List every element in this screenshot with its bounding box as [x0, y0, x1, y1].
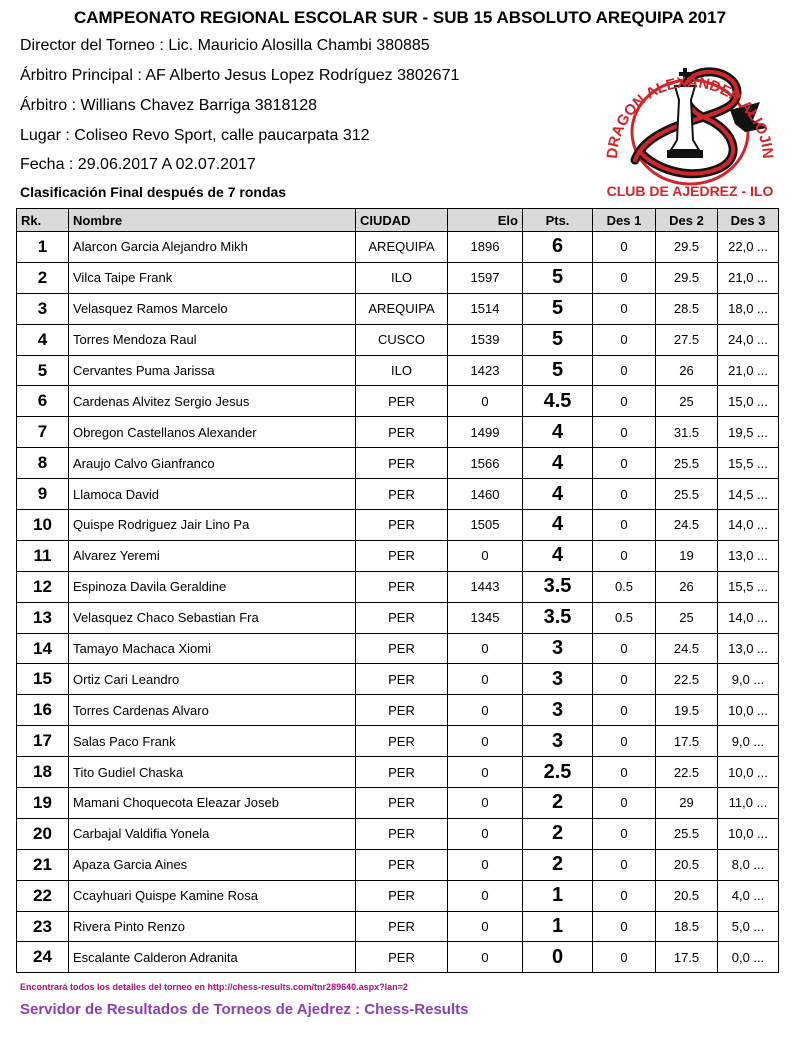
- cell-tiebreak-3: 9,0 ...: [718, 726, 779, 757]
- cell-tiebreak-2: 19: [656, 540, 718, 571]
- cell-city: PER: [356, 664, 448, 695]
- cell-tiebreak-2: 20.5: [656, 849, 718, 880]
- cell-points: 6: [523, 232, 593, 263]
- cell-tiebreak-1: 0: [593, 911, 656, 942]
- footer-link-line: Encontrará todos los detalles del torneo en http://chess-results.com/tnr289640.aspx?lan=2: [20, 982, 408, 992]
- cell-points: 2: [523, 788, 593, 819]
- cell-tiebreak-3: 9,0 ...: [718, 664, 779, 695]
- cell-rank: 3: [17, 293, 69, 324]
- cell-points: 3: [523, 633, 593, 664]
- cell-points: 5: [523, 293, 593, 324]
- cell-tiebreak-1: 0: [593, 664, 656, 695]
- cell-points: 5: [523, 324, 593, 355]
- cell-elo: 1514: [448, 293, 523, 324]
- cell-city: PER: [356, 911, 448, 942]
- footer-server-line: Servidor de Resultados de Torneos de Ajedrez : Chess-Results: [20, 1001, 469, 1018]
- cell-points: 4.5: [523, 386, 593, 417]
- cell-points: 4: [523, 540, 593, 571]
- cell-tiebreak-3: 14,0 ...: [718, 602, 779, 633]
- cell-name: Apaza Garcia Aines: [69, 849, 356, 880]
- cell-rank: 16: [17, 695, 69, 726]
- cell-points: 4: [523, 417, 593, 448]
- cell-elo: 1896: [448, 232, 523, 263]
- table-row: [17, 232, 779, 263]
- col-tiebreak-3: Des 3: [718, 209, 779, 232]
- cell-tiebreak-2: 26: [656, 571, 718, 602]
- cell-city: PER: [356, 880, 448, 911]
- cell-tiebreak-1: 0: [593, 818, 656, 849]
- cell-elo: 0: [448, 757, 523, 788]
- cell-rank: 9: [17, 479, 69, 510]
- table-row: [17, 602, 779, 633]
- cell-tiebreak-3: 10,0 ...: [718, 695, 779, 726]
- cell-tiebreak-2: 24.5: [656, 510, 718, 541]
- cell-tiebreak-2: 31.5: [656, 417, 718, 448]
- cell-elo: 1597: [448, 262, 523, 293]
- cell-tiebreak-3: 11,0 ...: [718, 788, 779, 819]
- table-row: [17, 510, 779, 541]
- cell-city: PER: [356, 942, 448, 973]
- cell-tiebreak-2: 22.5: [656, 664, 718, 695]
- cell-tiebreak-1: 0: [593, 510, 656, 541]
- cell-tiebreak-1: 0: [593, 788, 656, 819]
- cell-name: Quispe Rodriguez Jair Lino Pa: [69, 510, 356, 541]
- cell-city: PER: [356, 602, 448, 633]
- cell-tiebreak-1: 0.5: [593, 602, 656, 633]
- cell-points: 4: [523, 510, 593, 541]
- cell-name: Araujo Calvo Gianfranco: [69, 448, 356, 479]
- cell-name: Espinoza Davila Geraldine: [69, 571, 356, 602]
- cell-tiebreak-2: 29.5: [656, 232, 718, 263]
- table-row: [17, 571, 779, 602]
- cell-tiebreak-3: 15,0 ...: [718, 386, 779, 417]
- cell-tiebreak-2: 25: [656, 602, 718, 633]
- cell-tiebreak-1: 0: [593, 880, 656, 911]
- cell-tiebreak-3: 18,0 ...: [718, 293, 779, 324]
- table-row: [17, 448, 779, 479]
- cell-tiebreak-2: 25: [656, 386, 718, 417]
- standings-subtitle: Clasificación Final después de 7 rondas: [20, 184, 287, 200]
- cell-name: Llamoca David: [69, 479, 356, 510]
- cell-city: AREQUIPA: [356, 232, 448, 263]
- cell-name: Velasquez Chaco Sebastian Fra: [69, 602, 356, 633]
- table-row: [17, 757, 779, 788]
- cell-elo: 1423: [448, 355, 523, 386]
- cell-elo: 0: [448, 540, 523, 571]
- club-logo: [595, 40, 785, 205]
- cell-name: Torres Cardenas Alvaro: [69, 695, 356, 726]
- cell-city: PER: [356, 510, 448, 541]
- col-rank: Rk.: [17, 209, 69, 232]
- cell-tiebreak-1: 0: [593, 479, 656, 510]
- cell-points: 3.5: [523, 602, 593, 633]
- standings-table: [16, 208, 779, 973]
- cell-name: Salas Paco Frank: [69, 726, 356, 757]
- cell-points: 3.5: [523, 571, 593, 602]
- cell-points: 1: [523, 911, 593, 942]
- cell-elo: 0: [448, 633, 523, 664]
- cell-name: Velasquez Ramos Marcelo: [69, 293, 356, 324]
- table-row: [17, 324, 779, 355]
- cell-tiebreak-2: 25.5: [656, 818, 718, 849]
- cell-tiebreak-3: 10,0 ...: [718, 757, 779, 788]
- cell-tiebreak-2: 18.5: [656, 911, 718, 942]
- cell-name: Carbajal Valdifia Yonela: [69, 818, 356, 849]
- cell-elo: 1499: [448, 417, 523, 448]
- cell-tiebreak-2: 29.5: [656, 262, 718, 293]
- cell-points: 2: [523, 849, 593, 880]
- cell-rank: 18: [17, 757, 69, 788]
- cell-rank: 22: [17, 880, 69, 911]
- cell-tiebreak-1: 0: [593, 262, 656, 293]
- cell-tiebreak-1: 0: [593, 849, 656, 880]
- cell-points: 5: [523, 262, 593, 293]
- cell-tiebreak-2: 17.5: [656, 942, 718, 973]
- cell-rank: 6: [17, 386, 69, 417]
- arbiter-line: Árbitro : Willians Chavez Barriga 3818128: [20, 97, 318, 114]
- cell-tiebreak-2: 17.5: [656, 726, 718, 757]
- table-row: [17, 849, 779, 880]
- cell-name: Ortiz Cari Leandro: [69, 664, 356, 695]
- chief-arbiter-line: Árbitro Principal : AF Alberto Jesus Lopez Rodríguez 3802671: [20, 67, 460, 84]
- cell-rank: 10: [17, 510, 69, 541]
- cell-tiebreak-3: 8,0 ...: [718, 849, 779, 880]
- cell-tiebreak-1: 0: [593, 232, 656, 263]
- logo-club-text: CLUB DE AJEDREZ - ILO: [606, 183, 774, 199]
- cell-name: Cardenas Alvitez Sergio Jesus: [69, 386, 356, 417]
- cell-tiebreak-3: 24,0 ...: [718, 324, 779, 355]
- cell-tiebreak-1: 0: [593, 726, 656, 757]
- table-row: [17, 262, 779, 293]
- table-row: [17, 942, 779, 973]
- col-name: Nombre: [69, 209, 356, 232]
- cell-tiebreak-3: 15,5 ...: [718, 571, 779, 602]
- cell-points: 3: [523, 726, 593, 757]
- cell-city: PER: [356, 386, 448, 417]
- cell-city: ILO: [356, 262, 448, 293]
- cell-tiebreak-1: 0: [593, 633, 656, 664]
- col-tiebreak-2: Des 2: [656, 209, 718, 232]
- col-points: Pts.: [523, 209, 593, 232]
- cell-tiebreak-3: 13,0 ...: [718, 540, 779, 571]
- table-header-row: [17, 209, 779, 232]
- cell-points: 3: [523, 695, 593, 726]
- cell-rank: 12: [17, 571, 69, 602]
- cell-tiebreak-2: 25.5: [656, 448, 718, 479]
- cell-city: PER: [356, 788, 448, 819]
- cell-name: Obregon Castellanos Alexander: [69, 417, 356, 448]
- cell-elo: 1539: [448, 324, 523, 355]
- cell-tiebreak-3: 14,5 ...: [718, 479, 779, 510]
- cell-rank: 7: [17, 417, 69, 448]
- cell-tiebreak-3: 0,0 ...: [718, 942, 779, 973]
- cell-points: 2.5: [523, 757, 593, 788]
- page-title: CAMPEONATO REGIONAL ESCOLAR SUR - SUB 15 ABSOLUTO AREQUIPA 2017: [73, 8, 727, 27]
- table-row: [17, 818, 779, 849]
- cell-elo: 1460: [448, 479, 523, 510]
- cell-tiebreak-3: 19,5 ...: [718, 417, 779, 448]
- cell-tiebreak-3: 5,0 ...: [718, 911, 779, 942]
- cell-tiebreak-1: 0: [593, 293, 656, 324]
- director-line: Director del Torneo : Lic. Mauricio Alosilla Chambi 380885: [20, 37, 430, 54]
- cell-tiebreak-1: 0: [593, 417, 656, 448]
- table-row: [17, 695, 779, 726]
- cell-rank: 4: [17, 324, 69, 355]
- cell-tiebreak-1: 0: [593, 540, 656, 571]
- cell-tiebreak-3: 15,5 ...: [718, 448, 779, 479]
- cell-elo: 0: [448, 664, 523, 695]
- table-row: [17, 664, 779, 695]
- cell-elo: 0: [448, 695, 523, 726]
- cell-elo: 0: [448, 849, 523, 880]
- cell-rank: 1: [17, 232, 69, 263]
- cell-rank: 19: [17, 788, 69, 819]
- cell-tiebreak-3: 21,0 ...: [718, 355, 779, 386]
- cell-points: 3: [523, 664, 593, 695]
- col-city: CIUDAD: [356, 209, 448, 232]
- table-row: [17, 726, 779, 757]
- cell-tiebreak-3: 22,0 ...: [718, 232, 779, 263]
- cell-name: Alarcon Garcia Alejandro Mikh: [69, 232, 356, 263]
- table-row: [17, 479, 779, 510]
- table-row: [17, 293, 779, 324]
- cell-rank: 2: [17, 262, 69, 293]
- cell-elo: 0: [448, 788, 523, 819]
- venue-line: Lugar : Coliseo Revo Sport, calle paucarpata 312: [20, 127, 370, 144]
- cell-tiebreak-3: 13,0 ...: [718, 633, 779, 664]
- cell-rank: 5: [17, 355, 69, 386]
- table-row: [17, 417, 779, 448]
- cell-rank: 11: [17, 540, 69, 571]
- cell-tiebreak-2: 29: [656, 788, 718, 819]
- cell-name: Tito Gudiel Chaska: [69, 757, 356, 788]
- col-tiebreak-1: Des 1: [593, 209, 656, 232]
- cell-city: PER: [356, 571, 448, 602]
- cell-rank: 21: [17, 849, 69, 880]
- table-row: [17, 788, 779, 819]
- logo-arc-text: DRAGON ALEXANDER ALIOJIN: [603, 73, 777, 160]
- cell-elo: 0: [448, 911, 523, 942]
- cell-tiebreak-2: 27.5: [656, 324, 718, 355]
- cell-elo: 0: [448, 386, 523, 417]
- cell-elo: 0: [448, 942, 523, 973]
- cell-name: Torres Mendoza Raul: [69, 324, 356, 355]
- cell-elo: 0: [448, 880, 523, 911]
- cell-tiebreak-2: 28.5: [656, 293, 718, 324]
- cell-tiebreak-1: 0: [593, 695, 656, 726]
- cell-points: 0: [523, 942, 593, 973]
- cell-city: PER: [356, 849, 448, 880]
- cell-name: Escalante Calderon Adranita: [69, 942, 356, 973]
- cell-city: PER: [356, 695, 448, 726]
- cell-rank: 17: [17, 726, 69, 757]
- cell-tiebreak-3: 14,0 ...: [718, 510, 779, 541]
- cell-tiebreak-2: 24.5: [656, 633, 718, 664]
- cell-elo: 0: [448, 818, 523, 849]
- cell-rank: 20: [17, 818, 69, 849]
- cell-points: 4: [523, 479, 593, 510]
- cell-city: PER: [356, 540, 448, 571]
- cell-tiebreak-1: 0: [593, 355, 656, 386]
- cell-city: PER: [356, 726, 448, 757]
- cell-name: Tamayo Machaca Xiomi: [69, 633, 356, 664]
- cell-tiebreak-1: 0: [593, 448, 656, 479]
- date-line: Fecha : 29.06.2017 A 02.07.2017: [20, 156, 256, 173]
- cell-city: PER: [356, 479, 448, 510]
- cell-elo: 1566: [448, 448, 523, 479]
- cell-rank: 15: [17, 664, 69, 695]
- cell-elo: 1505: [448, 510, 523, 541]
- cell-tiebreak-3: 10,0 ...: [718, 818, 779, 849]
- cell-points: 1: [523, 880, 593, 911]
- cell-rank: 23: [17, 911, 69, 942]
- cell-name: Ccayhuari Quispe Kamine Rosa: [69, 880, 356, 911]
- cell-city: PER: [356, 633, 448, 664]
- cell-points: 2: [523, 818, 593, 849]
- cell-points: 4: [523, 448, 593, 479]
- cell-rank: 14: [17, 633, 69, 664]
- cell-tiebreak-2: 19.5: [656, 695, 718, 726]
- cell-rank: 13: [17, 602, 69, 633]
- cell-tiebreak-1: 0: [593, 757, 656, 788]
- table-row: [17, 633, 779, 664]
- table-row: [17, 355, 779, 386]
- cell-tiebreak-1: 0.5: [593, 571, 656, 602]
- cell-tiebreak-2: 22.5: [656, 757, 718, 788]
- cell-tiebreak-1: 0: [593, 386, 656, 417]
- cell-tiebreak-3: 4,0 ...: [718, 880, 779, 911]
- cell-rank: 24: [17, 942, 69, 973]
- cell-tiebreak-1: 0: [593, 324, 656, 355]
- table-row: [17, 540, 779, 571]
- cell-name: Cervantes Puma Jarissa: [69, 355, 356, 386]
- cell-name: Alvarez Yeremi: [69, 540, 356, 571]
- cell-city: PER: [356, 757, 448, 788]
- cell-tiebreak-3: 21,0 ...: [718, 262, 779, 293]
- cell-elo: 1443: [448, 571, 523, 602]
- table-row: [17, 386, 779, 417]
- cell-city: ILO: [356, 355, 448, 386]
- cell-city: PER: [356, 448, 448, 479]
- cell-tiebreak-1: 0: [593, 942, 656, 973]
- cell-elo: 0: [448, 726, 523, 757]
- cell-city: PER: [356, 417, 448, 448]
- cell-city: AREQUIPA: [356, 293, 448, 324]
- cell-rank: 8: [17, 448, 69, 479]
- cell-city: PER: [356, 818, 448, 849]
- cell-name: Vilca Taipe Frank: [69, 262, 356, 293]
- table-row: [17, 880, 779, 911]
- col-elo: Elo: [448, 209, 523, 232]
- cell-tiebreak-2: 20.5: [656, 880, 718, 911]
- table-row: [17, 911, 779, 942]
- cell-tiebreak-2: 26: [656, 355, 718, 386]
- cell-city: CUSCO: [356, 324, 448, 355]
- cell-name: Rivera Pinto Renzo: [69, 911, 356, 942]
- cell-tiebreak-2: 25.5: [656, 479, 718, 510]
- cell-elo: 1345: [448, 602, 523, 633]
- cell-name: Mamani Choquecota Eleazar Joseb: [69, 788, 356, 819]
- cell-points: 5: [523, 355, 593, 386]
